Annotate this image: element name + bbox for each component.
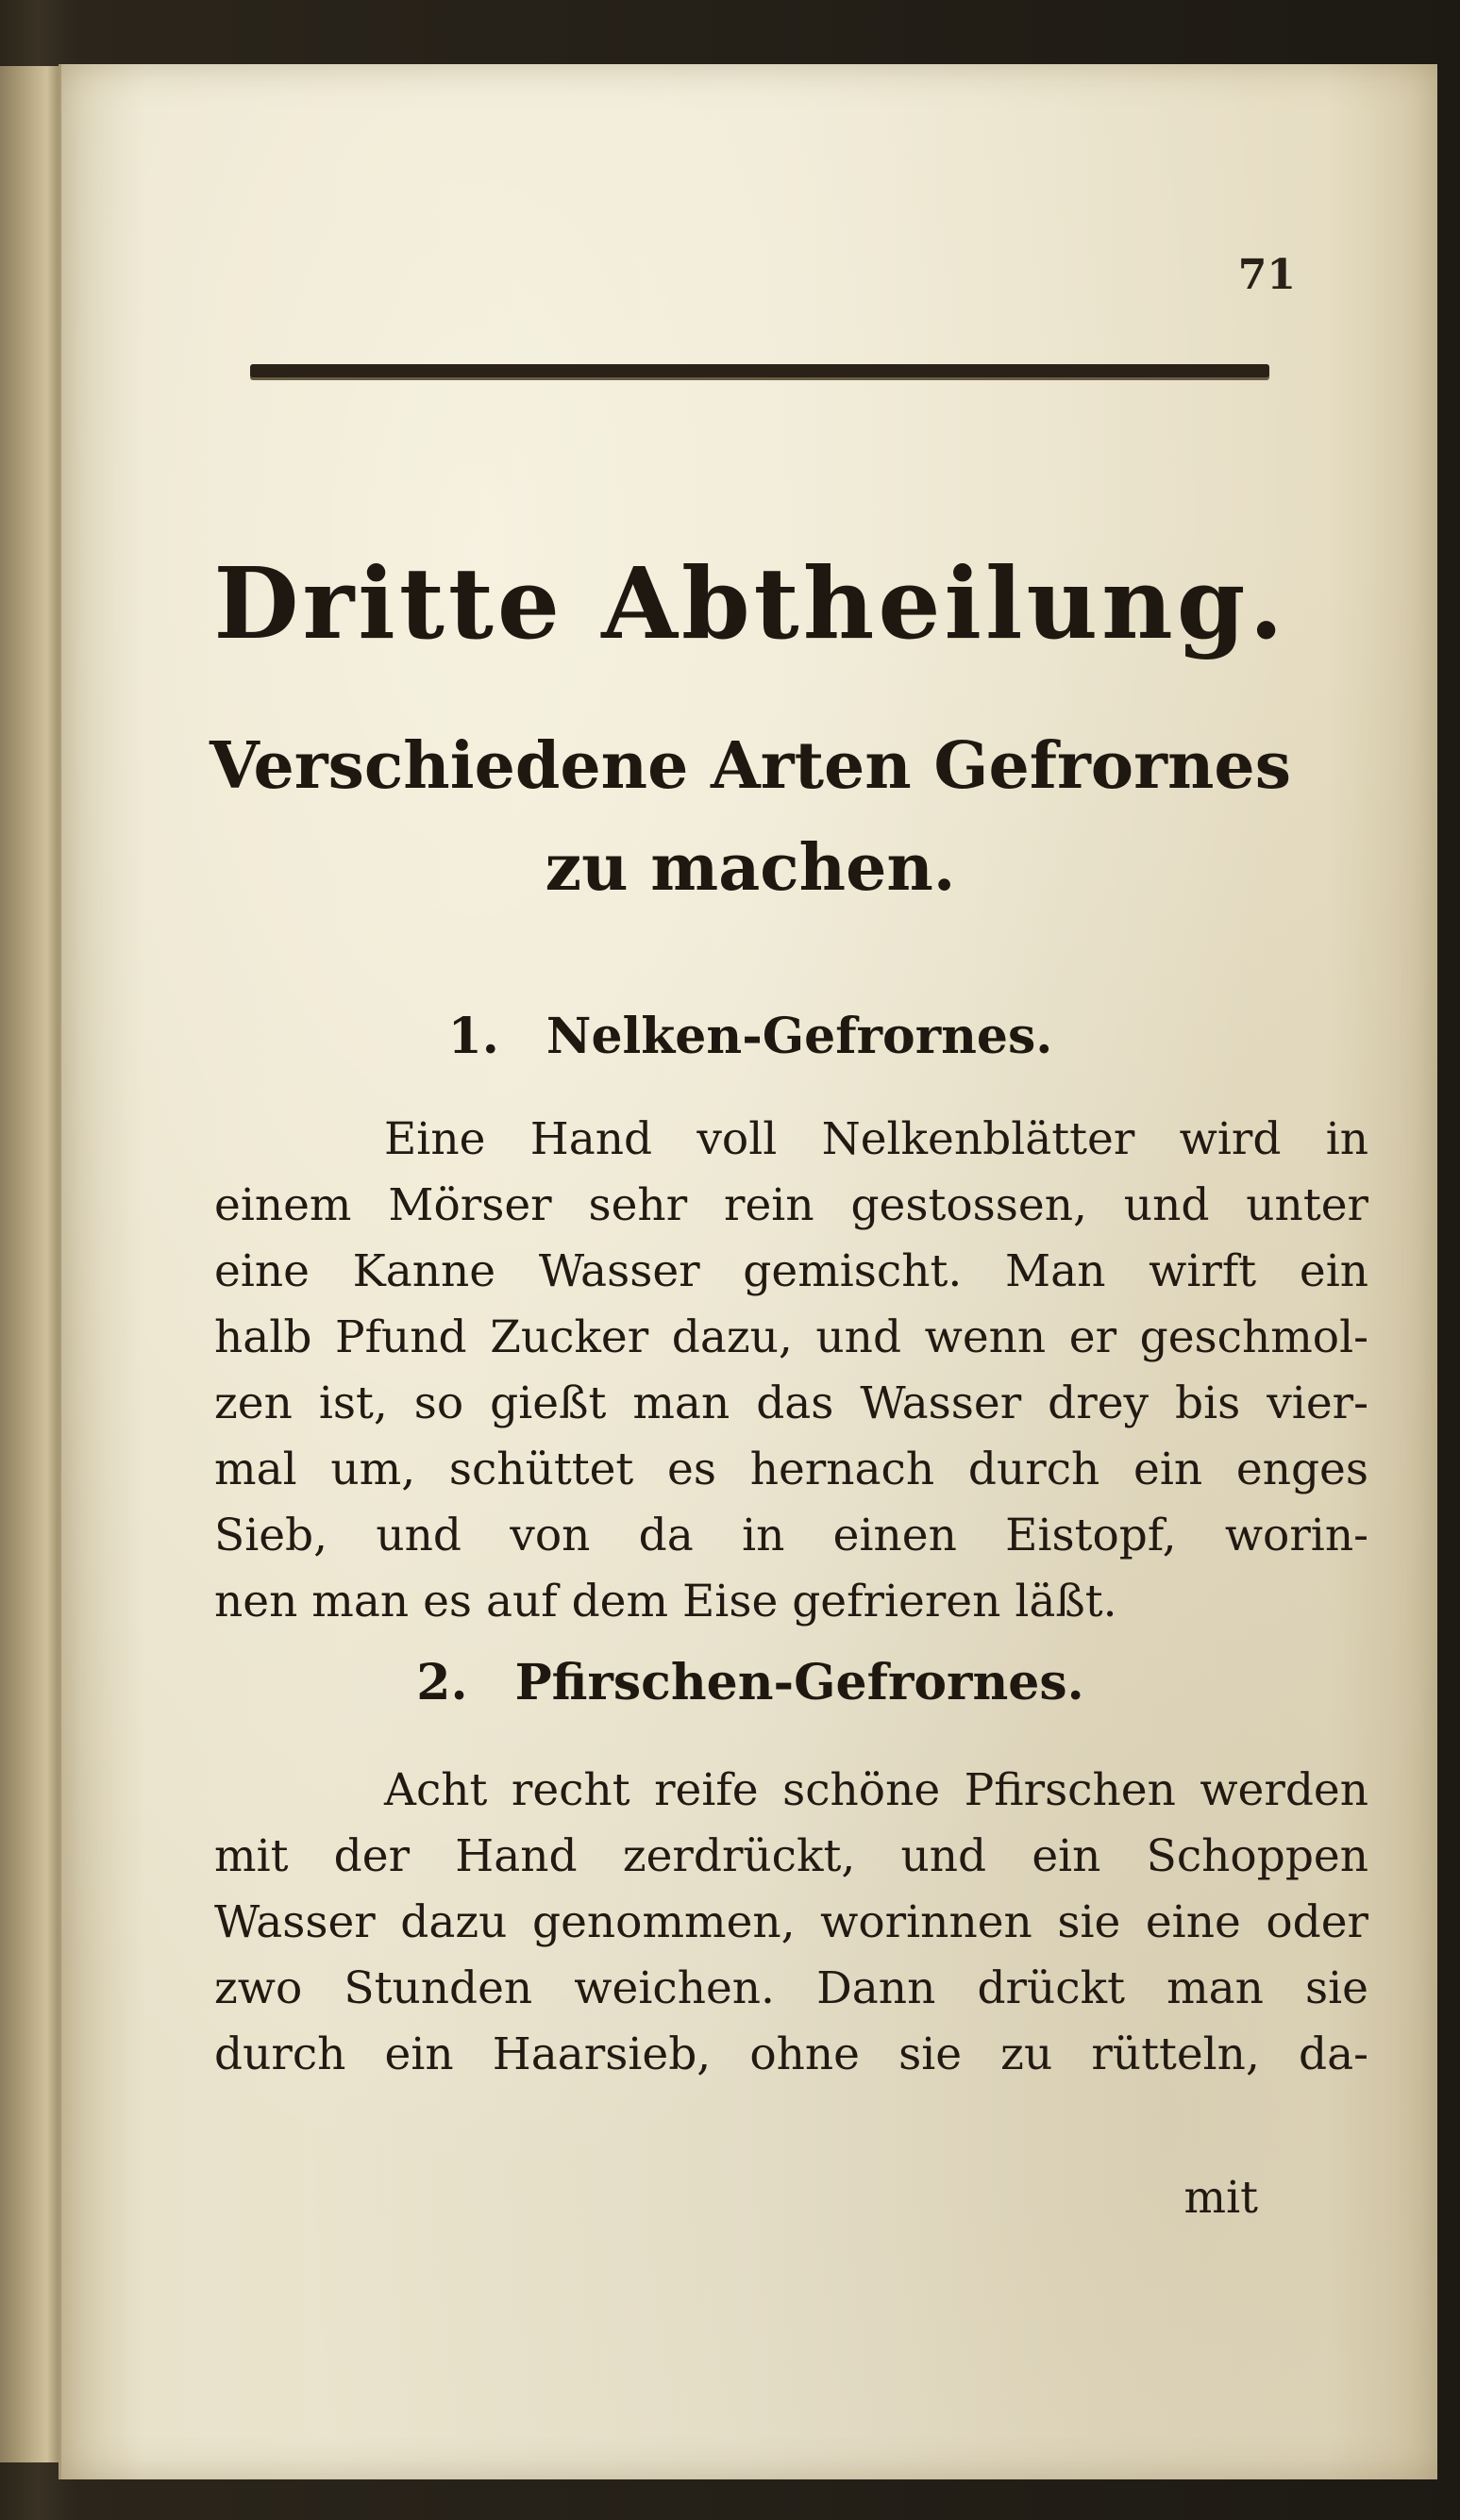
text-line: nen man es auf dem Eise gefrieren läßt. (214, 1576, 1117, 1627)
text-line: halb Pfund Zucker dazu, und wenn er geschmol- (214, 1311, 1368, 1363)
text-line: zwo Stunden weichen. Dann drückt man sie (214, 1962, 1368, 2014)
text-line: durch ein Haarsieb, ohne sie zu rütteln, da- (214, 2028, 1368, 2080)
section-number: 1. (447, 1008, 499, 1065)
section-heading (203, 1008, 1298, 1065)
text-line: Eine Hand voll Nelkenblätter wird in (384, 1113, 1368, 1165)
section-heading (203, 1654, 1298, 1711)
header-rule (250, 364, 1269, 377)
page-number: 71 (1237, 251, 1296, 299)
book-page (59, 64, 1437, 2479)
text-line: Sieb, und von da in einen Eistopf, worin- (214, 1510, 1368, 1561)
chapter-subtitle (203, 715, 1298, 919)
section-title: Nelken-Gefrornes. (545, 1008, 1053, 1065)
section-paragraph (214, 1107, 1368, 1635)
text-line: Wasser dazu genommen, worinnen sie eine oder (214, 1896, 1368, 1948)
text-line: mal um, schüttet es hernach durch ein enges (214, 1444, 1368, 1495)
text-line: zen ist, so gießt man das Wasser drey bis vier- (214, 1377, 1368, 1429)
text-line: Acht recht reife schöne Pfirschen werden (384, 1764, 1368, 1816)
text-line: einem Mörser sehr rein gestossen, und unter (214, 1179, 1368, 1231)
catchword: mit (1183, 2172, 1258, 2224)
chapter-title: Dritte Abtheilung. (213, 545, 1287, 661)
section-title: Pfirschen-Gefrornes. (514, 1654, 1084, 1711)
previous-page-edge (0, 66, 60, 2462)
section-number: 2. (416, 1654, 468, 1711)
subtitle-line: zu machen. (545, 830, 956, 906)
text-line: eine Kanne Wasser gemischt. Man wirft ein (214, 1245, 1368, 1297)
subtitle-line: Verschiedene Arten Gefrornes (210, 728, 1291, 804)
section-paragraph (214, 1758, 1368, 2088)
text-line: mit der Hand zerdrückt, und ein Schoppen (214, 1830, 1368, 1882)
